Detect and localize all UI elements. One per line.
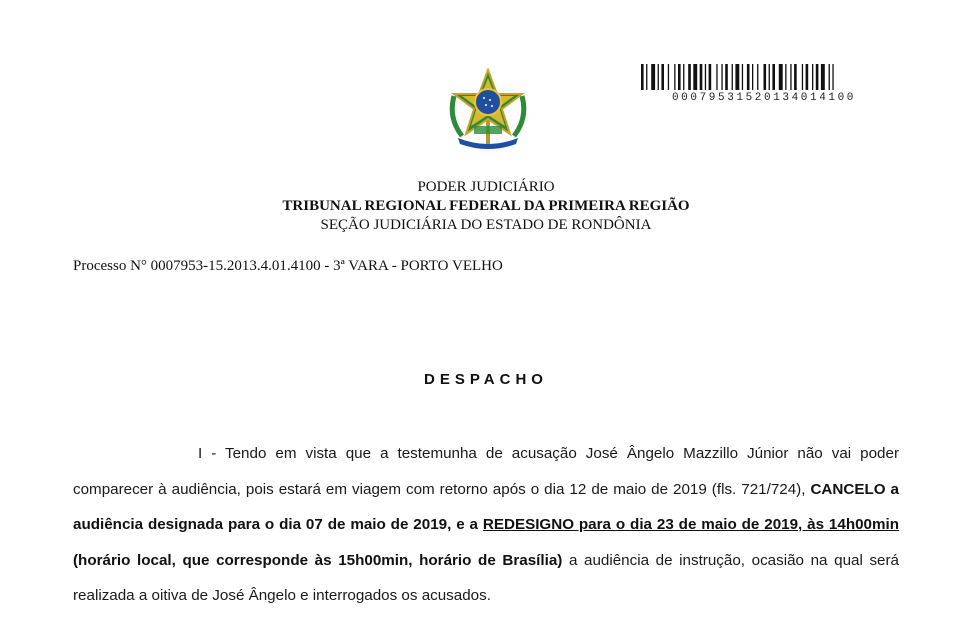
body-bold-1: CANCELO a audiência designada para o dia 07 de maio de 2019, e a: [73, 480, 899, 533]
body-bold-2: (horário local, que corresponde às 15h00min, horário de Brasília): [73, 551, 563, 569]
body-bold-underline: REDESIGNO para o dia 23 de maio de 2019, às 14h00min: [482, 516, 899, 533]
body-text-2: a audiência de instrução, ocasião na qual será realizada a oitiva de José Ângelo e interrogados os acusados.: [73, 551, 900, 604]
document-title: DESPACHO: [424, 371, 548, 388]
process-number: Processo N° 0007953-15.2013.4.01.4100 - 3ª VARA - PORTO VELHO: [73, 258, 503, 274]
power-name: PODER JUDICIÁRIO: [417, 179, 555, 195]
section-name: SEÇÃO JUDICIÁRIA DO ESTADO DE RONDÔNIA: [320, 217, 652, 233]
body-text-1: I - Tendo em vista que a testemunha de acusação José Ângelo Mazzillo Júnior não vai poder comparecer à audiência, pois estará em viagem com retorno após o dia 12 de maio de 2019 (fls. 721/724),: [73, 445, 899, 498]
body-paragraph: [73, 436, 899, 614]
barcode-number: 00079531520134014100: [671, 92, 857, 104]
barcode-icon: [641, 64, 887, 90]
court-name: TRIBUNAL REGIONAL FEDERAL DA PRIMEIRA REGIÃO: [282, 198, 690, 214]
document-header: [0, 178, 960, 235]
brasao-republica-icon: [440, 66, 536, 152]
